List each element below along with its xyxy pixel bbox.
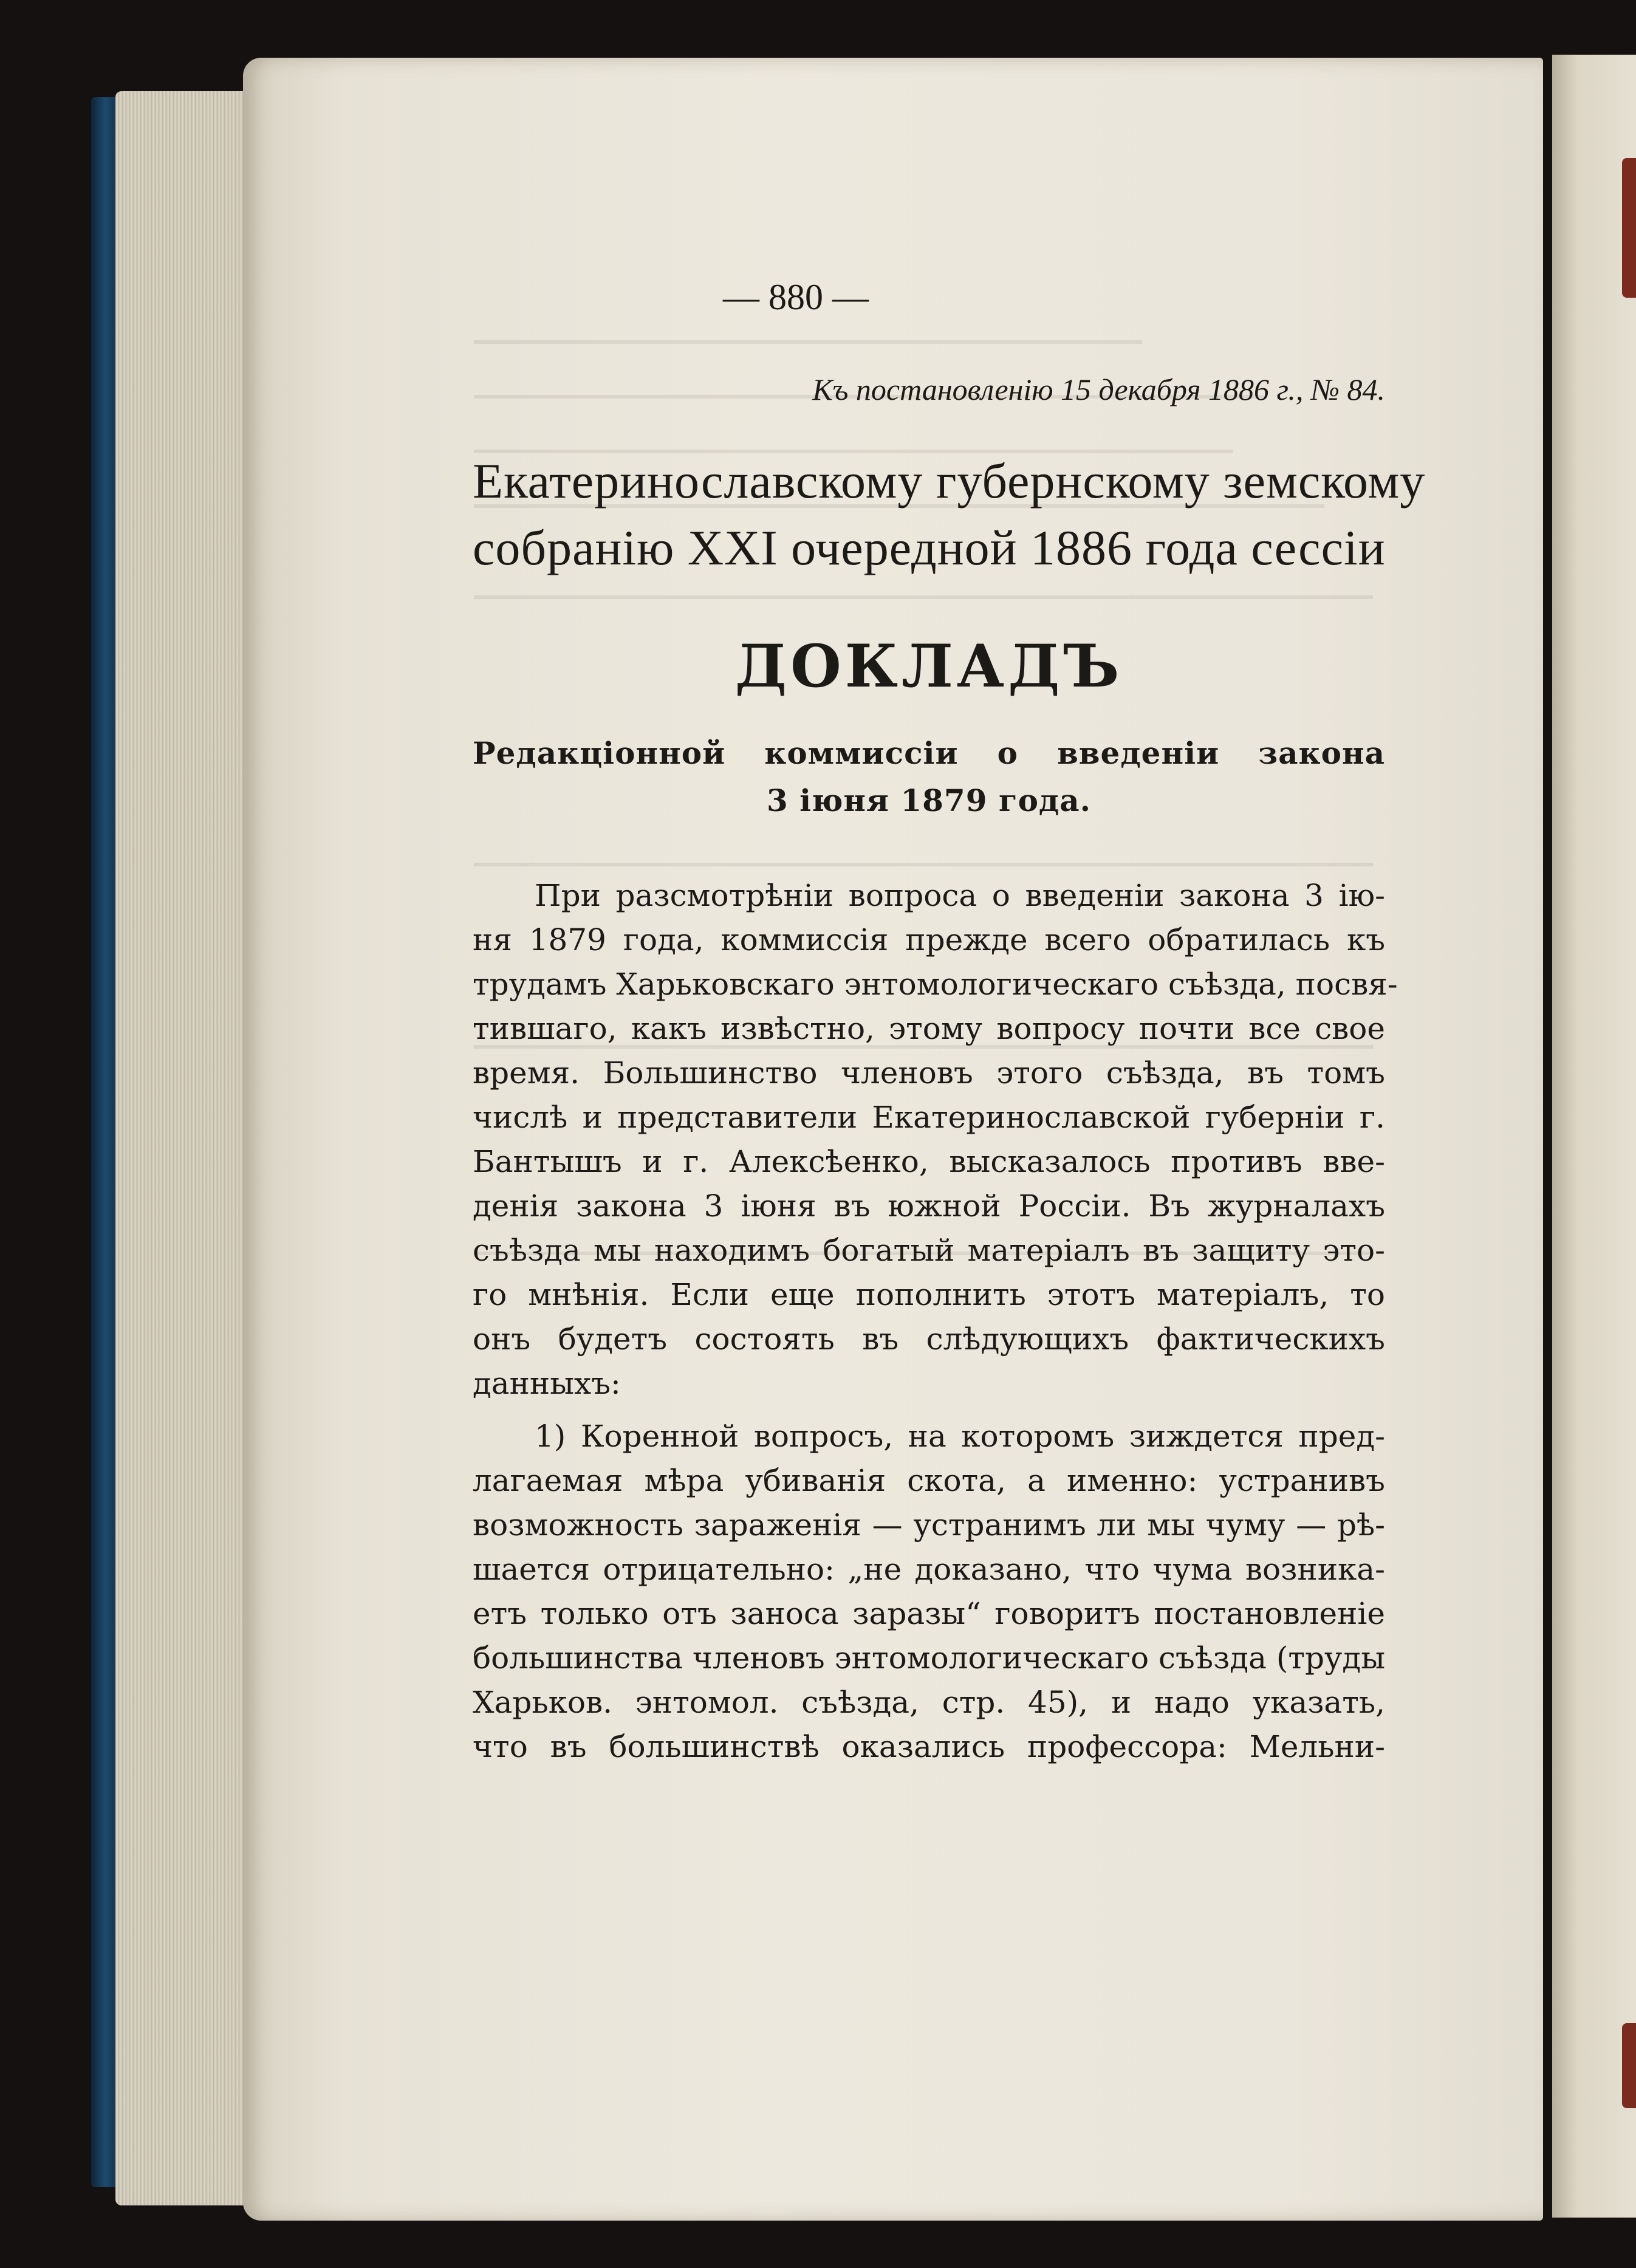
heading-line: Екатеринославскому губернскому земскому bbox=[473, 453, 1426, 509]
body-line: возможность зараженія — устранимъ ли мы чуму — рѣ- bbox=[473, 1507, 1385, 1543]
body-line: ня 1879 года, коммиссія прежде всего обратилась къ bbox=[473, 922, 1385, 958]
subtitle-line: 3 іюня 1879 года. bbox=[766, 783, 1092, 818]
body-line: денія закона 3 іюня въ южной Россіи. Въ журналахъ bbox=[473, 1188, 1385, 1224]
body-line: большинства членовъ энтомологическаго съѣзда (труды bbox=[473, 1640, 1385, 1676]
body-line: съѣзда мы находимъ богатый матеріалъ въ защиту это- bbox=[473, 1233, 1385, 1268]
body-line: етъ только отъ заноса заразы“ говоритъ постановленіе bbox=[473, 1596, 1385, 1631]
adjacent-page bbox=[1552, 55, 1636, 2218]
adjacent-page-mark bbox=[1622, 158, 1636, 298]
subtitle-line: Редакціонной коммиссіи о введеніи закона bbox=[473, 735, 1385, 771]
page-number: — 880 — bbox=[723, 277, 869, 317]
body-line: время. Большинство членовъ этого съѣзда, въ томъ bbox=[473, 1055, 1385, 1091]
body-line: го мнѣнія. Если еще пополнить этотъ матеріалъ, то bbox=[473, 1277, 1385, 1312]
body-line: При разсмотрѣніи вопроса о введеніи закона 3 ію- bbox=[535, 878, 1385, 913]
body-line: онъ будетъ состоять въ слѣдующихъ фактическихъ bbox=[473, 1321, 1385, 1357]
resolution-reference: Къ постановленію 15 декабря 1886 г., № 84. bbox=[812, 372, 1385, 406]
body-line: трудамъ Харьковскаго энтомологическаго съѣзда, посвя- bbox=[473, 967, 1398, 1002]
report-title: ДОКЛАДЪ bbox=[734, 632, 1123, 701]
body-line: 1) Коренной вопросъ, на которомъ зиждется пред- bbox=[535, 1419, 1385, 1454]
body-line: шается отрицательно: „не доказано, что чума возника- bbox=[473, 1552, 1385, 1587]
adjacent-page-mark bbox=[1622, 2023, 1636, 2108]
heading-line: собранію XXI очередной 1886 года сессіи bbox=[473, 520, 1386, 575]
body-line: тившаго, какъ извѣстно, этому вопросу почти все свое bbox=[473, 1011, 1385, 1046]
body-line: что въ большинствѣ оказались профессора: Мельни- bbox=[473, 1729, 1385, 1764]
body-line: лагаемая мѣра убиванія скота, а именно: устранивъ bbox=[473, 1463, 1385, 1498]
body-line: данныхъ: bbox=[473, 1366, 621, 1401]
body-line: числѣ и представители Екатеринославской губерніи г. bbox=[473, 1100, 1385, 1135]
body-line: Харьков. энтомол. съѣзда, стр. 45), и надо указать, bbox=[473, 1685, 1385, 1720]
body-line: Бантышъ и г. Алексѣенко, высказалось противъ вве- bbox=[473, 1144, 1385, 1179]
